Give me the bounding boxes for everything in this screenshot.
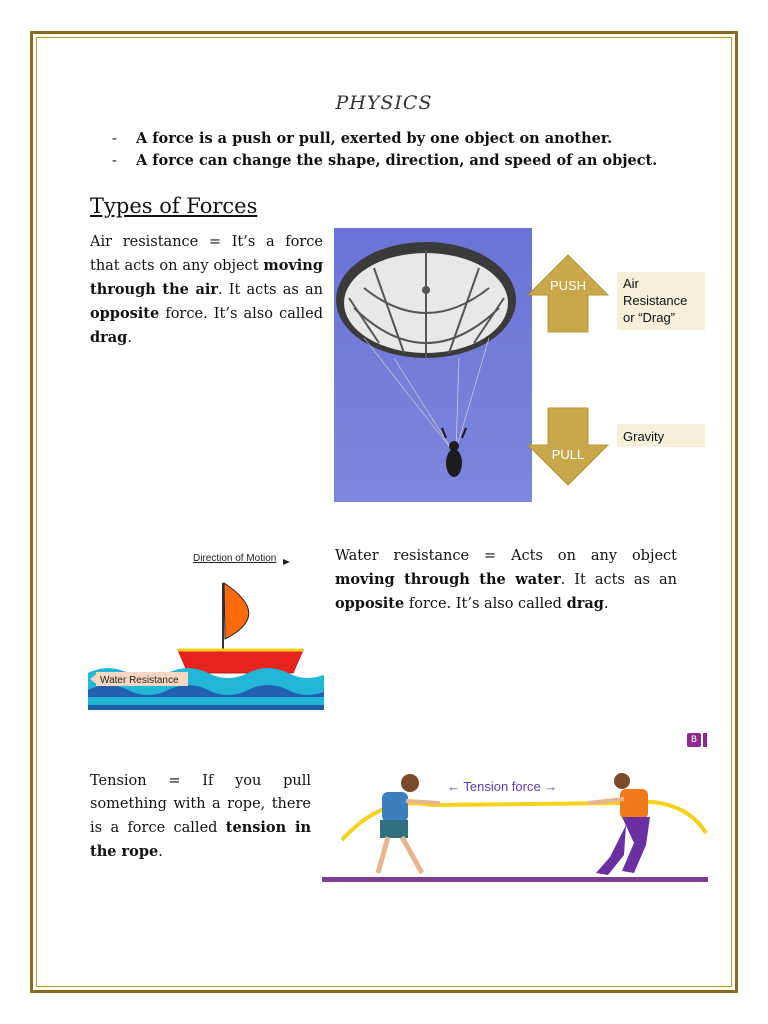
right-person-head	[614, 773, 630, 789]
intro-bullets	[112, 128, 657, 172]
direction-of-motion-label: Direction of Motion	[193, 553, 277, 564]
tension-force-label: ← Tension force →	[447, 779, 558, 794]
air-label-line: Air	[623, 276, 639, 291]
left-person-head	[401, 774, 419, 792]
boat-diagram	[88, 545, 324, 710]
left-person-leg	[378, 837, 388, 873]
motion-arrowhead	[283, 559, 290, 565]
push-label: PUSH	[549, 278, 587, 293]
right-person-shirt	[620, 789, 648, 819]
left-person-shorts	[380, 820, 408, 838]
gravity-label: Gravity	[623, 429, 665, 444]
tension-text: Tension = If you pull something with a rope, there is a force called tension in the rope.	[90, 773, 311, 860]
water-resistance-label: Water Resistance	[100, 675, 179, 686]
right-person-pants-leg	[596, 825, 626, 875]
left-person-leg	[402, 837, 422, 873]
page-title: PHYSICS	[335, 92, 433, 114]
water-resistance-text: Water resistance = Acts on any object moving through the water. It acts as an opposite force. It’s also called drag.	[335, 548, 677, 612]
watermark-badge-edge	[703, 733, 707, 747]
air-resistance-text: Air resistance = It’s a force that acts on any object moving through the air. It acts as an opposite force. It’s also called drag.	[90, 234, 323, 346]
tension-diagram	[322, 765, 708, 887]
ground-line	[322, 877, 708, 882]
force-arrows-diagram	[520, 250, 710, 490]
pull-label: PULL	[551, 447, 585, 462]
boat-sail	[224, 583, 249, 639]
air-label-line: Resistance	[623, 293, 688, 308]
water-band	[88, 697, 324, 705]
bullet-item: - A force is a push or pull, exerted by one object on another.	[112, 130, 613, 147]
parachute-image	[334, 228, 532, 502]
section-heading: Types of Forces	[90, 194, 258, 218]
left-person-arm	[406, 801, 440, 803]
left-person-shirt	[382, 792, 408, 822]
watermark-badge: B	[687, 733, 701, 747]
right-person-pants	[622, 817, 650, 873]
push-arrow	[528, 255, 608, 332]
air-label-line: or “Drag”	[623, 310, 676, 325]
bullet-item: - A force can change the shape, direction, and speed of an object.	[112, 152, 658, 169]
